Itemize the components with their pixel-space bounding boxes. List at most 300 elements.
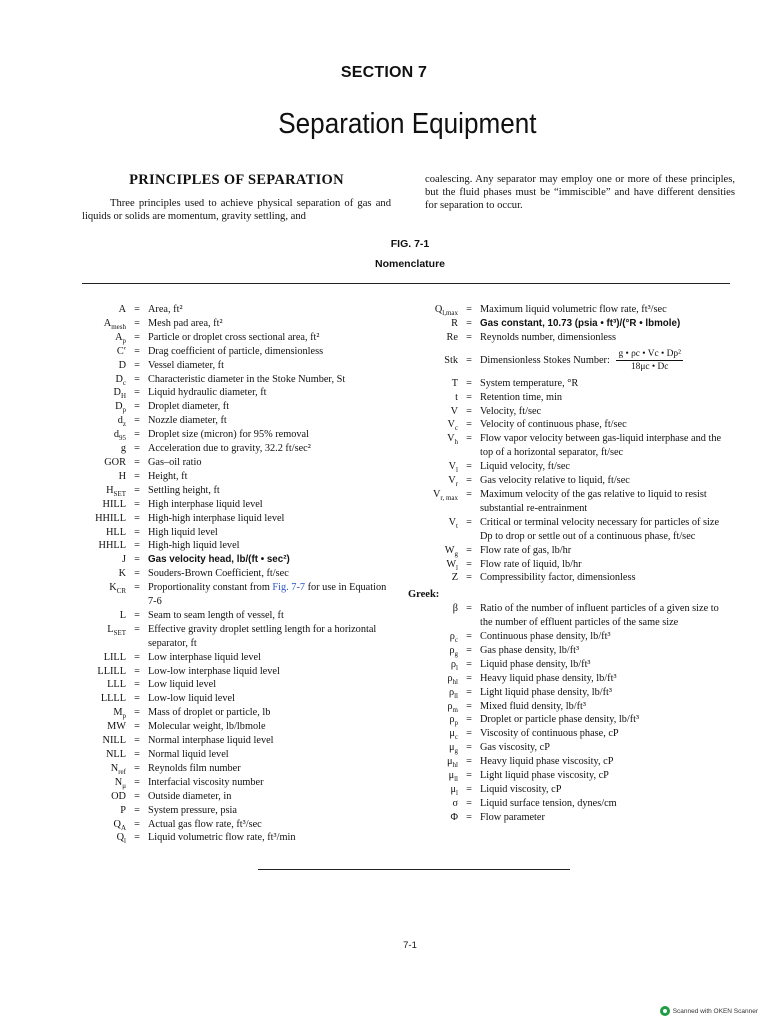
- nomenclature-symbol: [82, 720, 126, 734]
- symbol-base: W: [446, 558, 457, 570]
- equals-sign: =: [466, 714, 472, 726]
- nomenclature-row: [82, 692, 392, 706]
- nomenclature-symbol: [82, 678, 126, 692]
- equals-sign: =: [466, 544, 472, 556]
- equals-sign: =: [466, 433, 472, 445]
- nomenclature-row: [408, 811, 733, 825]
- stokes-equals: =: [466, 354, 472, 366]
- scanner-logo-icon: [660, 1006, 670, 1016]
- nomenclature-row: [408, 488, 733, 516]
- nomenclature-definition: Ratio of the number of influent particles of a given size to the number of effluent particles of the same size: [480, 603, 719, 629]
- nomenclature-symbol: [408, 571, 458, 585]
- symbol-base: NLL: [105, 749, 126, 760]
- nomenclature-row: [408, 460, 733, 474]
- equals-sign: =: [466, 784, 472, 795]
- equals-sign: =: [134, 484, 140, 496]
- nomenclature-row: [82, 665, 392, 679]
- nomenclature-symbol: [82, 692, 126, 706]
- symbol-subscript: hl: [452, 761, 458, 770]
- page-number: 7-1: [403, 940, 417, 951]
- nomenclature-row: [408, 644, 733, 658]
- nomenclature-row: [408, 558, 733, 572]
- nomenclature-row: [82, 706, 392, 720]
- nomenclature-definition: Drag coefficient of particle, dimensionless: [148, 345, 324, 357]
- nomenclature-row: [408, 544, 733, 558]
- symbol-subscript: SET: [113, 489, 126, 498]
- nomenclature-row: [82, 831, 392, 845]
- nomenclature-symbol: [408, 658, 458, 672]
- nomenclature-symbol: [82, 331, 126, 345]
- symbol-base: T: [451, 377, 458, 389]
- nomenclature-definition: Gas velocity relative to liquid, ft/sec: [480, 475, 630, 487]
- stokes-denominator: 18μc • Dc: [630, 362, 669, 373]
- nomenclature-symbol: [408, 755, 458, 769]
- equals-sign: =: [134, 554, 140, 566]
- nomenclature-symbol: [82, 484, 126, 498]
- equals-sign: =: [466, 686, 472, 698]
- nomenclature-definition: Liquid velocity, ft/sec: [480, 461, 570, 473]
- nomenclature-row: [408, 700, 733, 714]
- nomenclature-definition: Retention time, min: [480, 391, 563, 403]
- nomenclature-definition: Heavy liquid phase viscosity, cP: [480, 756, 614, 768]
- nomenclature-definition: Maximum velocity of the gas relative to liquid to resist substantial re-entrainment: [480, 488, 707, 514]
- symbol-base: A: [118, 304, 126, 315]
- nomenclature-row: [82, 428, 392, 442]
- nomenclature-row: [408, 755, 733, 769]
- symbol-base: Q: [113, 818, 121, 830]
- equals-sign: =: [134, 498, 140, 510]
- symbol-base: d: [117, 415, 123, 427]
- nomenclature-symbol: [408, 488, 458, 516]
- nomenclature-definition: [148, 581, 392, 609]
- nomenclature-symbol: [408, 418, 458, 432]
- equals-sign: =: [466, 700, 472, 712]
- nomenclature-definition: Area, ft²: [148, 304, 183, 315]
- greek-heading: Greek:: [408, 589, 440, 601]
- symbol-base: D: [113, 387, 121, 399]
- nomenclature-row: [408, 672, 733, 686]
- equals-sign: =: [466, 419, 472, 431]
- symbol-base: ρ: [447, 700, 453, 712]
- symbol-base: MW: [107, 721, 126, 733]
- equals-sign: =: [134, 693, 140, 705]
- symbol-subscript: l: [124, 837, 126, 846]
- equals-sign: =: [134, 304, 140, 315]
- nomenclature-row: [82, 609, 392, 623]
- nomenclature-row: [408, 331, 733, 345]
- stokes-definition: [480, 348, 733, 373]
- nomenclature-row: [82, 526, 392, 540]
- nomenclature-row: [82, 414, 392, 428]
- nomenclature-row: [82, 678, 392, 692]
- nomenclature-row: [408, 727, 733, 741]
- symbol-base: L: [107, 623, 114, 635]
- nomenclature-symbol: [82, 428, 126, 442]
- symbol-base: μ: [448, 742, 455, 754]
- top-rule: [82, 283, 730, 284]
- intro-left-text: Three principles used to achieve physical separation of gas and liquids or solids are momentum, gravity settling, and: [82, 198, 391, 222]
- nomenclature-row: [82, 734, 392, 748]
- equals-sign: =: [134, 665, 140, 677]
- symbol-base: ρ: [447, 672, 453, 684]
- equals-sign: =: [134, 679, 140, 691]
- symbol-subscript: g: [454, 549, 458, 558]
- stokes-formula: [616, 348, 682, 373]
- symbol-subscript: l: [456, 563, 458, 572]
- symbol-base: V: [432, 488, 441, 500]
- nomenclature-symbol: [82, 790, 126, 804]
- symbol-base: LLILL: [97, 665, 126, 677]
- nomenclature-symbol: [408, 630, 458, 644]
- nomenclature-symbol: [82, 651, 126, 665]
- nomenclature-row: [82, 818, 392, 832]
- nomenclature-symbol: [82, 553, 126, 567]
- symbol-base: t: [455, 391, 458, 403]
- symbol-subscript: t: [456, 521, 458, 530]
- symbol-base: J: [121, 554, 126, 566]
- equals-sign: =: [466, 488, 472, 500]
- principles-heading: PRINCIPLES OF SEPARATION: [129, 172, 344, 188]
- nomenclature-symbol: [82, 609, 126, 623]
- symbol-base: W: [444, 544, 455, 556]
- symbol-base: μ: [447, 756, 453, 768]
- equals-sign: =: [134, 749, 140, 760]
- nomenclature-symbol: [408, 317, 458, 331]
- symbol-subscript: c: [122, 378, 126, 387]
- figure-label: FIG. 7-1: [390, 238, 430, 250]
- equals-sign: =: [466, 391, 472, 403]
- symbol-base: Q: [116, 832, 125, 844]
- symbol-base: K: [118, 568, 126, 580]
- nomenclature-symbol: [408, 727, 458, 741]
- nomenclature-row: [408, 516, 733, 544]
- nomenclature-definition: Light liquid phase viscosity, cP: [480, 770, 609, 782]
- symbol-base: Q: [434, 304, 443, 315]
- equals-sign: =: [466, 756, 472, 768]
- symbol-subscript: g: [454, 747, 458, 756]
- symbol-subscript: h: [454, 438, 458, 447]
- nomenclature-symbol: [82, 373, 126, 387]
- stokes-number-row: [408, 345, 733, 377]
- equals-sign: =: [466, 672, 472, 684]
- symbol-subscript: H: [120, 392, 126, 401]
- symbol-subscript: r: [455, 480, 458, 489]
- equals-sign: =: [134, 429, 140, 441]
- equals-sign: =: [466, 658, 472, 670]
- nomenclature-row: [82, 456, 392, 470]
- symbol-base: g: [120, 443, 126, 455]
- equals-sign: =: [466, 644, 472, 656]
- symbol-base: OD: [111, 790, 126, 802]
- symbol-base: V: [448, 516, 457, 528]
- nomenclature-row: [408, 474, 733, 488]
- nomenclature-definition: Mixed fluid density, lb/ft³: [480, 700, 586, 712]
- symbol-base: β: [452, 603, 458, 615]
- symbol-base: N: [110, 762, 119, 774]
- equals-sign: =: [134, 735, 140, 747]
- nomenclature-symbol: [82, 804, 126, 818]
- nomenclature-row: [82, 331, 392, 345]
- nomenclature-symbol: [82, 400, 126, 414]
- figure-link[interactable]: Fig. 7-7: [272, 582, 306, 594]
- nomenclature-row: [82, 651, 392, 665]
- nomenclature-definition: Outside diameter, in: [148, 790, 232, 802]
- nomenclature-definition: Characteristic diameter in the Stoke Number, St: [148, 373, 346, 385]
- nomenclature-row: [408, 713, 733, 727]
- symbol-base: H: [118, 470, 126, 482]
- equals-sign: =: [134, 623, 140, 635]
- symbol-base: LLL: [107, 679, 126, 691]
- nomenclature-symbol: [408, 558, 458, 572]
- symbol-subscript: ref: [118, 767, 126, 776]
- symbol-base: D: [115, 373, 123, 385]
- symbol-base: D: [118, 359, 126, 371]
- nomenclature-symbol: [408, 474, 458, 488]
- nomenclature-definition: Gas viscosity, cP: [480, 742, 550, 754]
- nomenclature-symbol: [82, 818, 126, 832]
- nomenclature-row: [82, 373, 392, 387]
- nomenclature-row: [82, 386, 392, 400]
- nomenclature-row: [408, 303, 733, 317]
- equals-sign: =: [466, 770, 472, 782]
- symbol-subscript: ll: [454, 775, 458, 784]
- symbol-subscript: g: [454, 649, 458, 658]
- nomenclature-definition: Droplet size (micron) for 95% removal: [148, 429, 309, 441]
- symbol-base: V: [448, 461, 457, 473]
- symbol-subscript: l: [456, 789, 458, 798]
- equals-sign: =: [466, 631, 472, 643]
- symbol-base: V: [450, 405, 458, 417]
- equals-sign: =: [466, 728, 472, 740]
- equals-sign: =: [466, 516, 472, 528]
- nomenclature-definition: Liquid volumetric flow rate, ft³/min: [148, 832, 296, 844]
- nomenclature-row: [82, 303, 392, 317]
- nomenclature-definition: Gas phase density, lb/ft³: [480, 644, 580, 656]
- equals-sign: =: [134, 568, 140, 580]
- equals-sign: =: [466, 797, 472, 809]
- intro-paragraph-right: coalescing. Any separator may employ one or more of these principles, but the fluid phases must be “immiscible” and have different densities for separation to occur.: [425, 174, 735, 211]
- nomenclature-definition: Normal interphase liquid level: [148, 735, 274, 747]
- symbol-subscript: p: [122, 336, 126, 345]
- symbol-base: LILL: [103, 651, 126, 663]
- equals-sign: =: [134, 651, 140, 663]
- nomenclature-definition: Liquid surface tension, dynes/cm: [480, 797, 617, 809]
- symbol-base: V: [448, 475, 456, 487]
- equals-sign: =: [134, 443, 140, 455]
- equals-sign: =: [134, 456, 140, 468]
- equals-sign: =: [134, 540, 140, 552]
- nomenclature-definition: Low-low liquid level: [148, 693, 235, 705]
- nomenclature-row: [82, 804, 392, 818]
- nomenclature-definition: Compressibility factor, dimensionless: [480, 572, 636, 584]
- nomenclature-symbol: [82, 345, 126, 359]
- bottom-rule: [258, 869, 570, 870]
- nomenclature-row: [82, 553, 392, 567]
- nomenclature-definition: Vessel diameter, ft: [148, 359, 224, 371]
- nomenclature-row: [408, 797, 733, 811]
- nomenclature-symbol: [408, 391, 458, 405]
- nomenclature-definition: Mesh pad area, ft²: [148, 317, 223, 329]
- equals-sign: =: [134, 721, 140, 733]
- symbol-base: LLLL: [100, 693, 126, 705]
- nomenclature-symbol: [408, 331, 458, 345]
- nomenclature-definition: Height, ft: [148, 470, 188, 482]
- symbol-base: μ: [449, 728, 455, 740]
- nomenclature-symbol: [408, 644, 458, 658]
- nomenclature-definition: Acceleration due to gravity, 32.2 ft/sec²: [148, 443, 311, 455]
- nomenclature-definition: Critical or terminal velocity necessary for particles of size Dp to drop or settle out of a continuous phase, ft/sec: [480, 516, 720, 542]
- nomenclature-row: [408, 377, 733, 391]
- nomenclature-left-column: [82, 303, 392, 845]
- nomenclature-symbol: [408, 741, 458, 755]
- nomenclature-definition: System pressure, psia: [148, 804, 237, 816]
- nomenclature-symbol: [82, 831, 126, 845]
- equals-sign: =: [134, 762, 140, 774]
- nomenclature-definition: Gas constant, 10.73 (psia • ft³)/(°R • lbmole): [480, 317, 681, 329]
- nomenclature-right-column: [408, 303, 733, 825]
- nomenclature-definition: Low interphase liquid level: [148, 651, 261, 663]
- nomenclature-definition: Interfacial viscosity number: [148, 776, 264, 788]
- equals-sign: =: [134, 818, 140, 830]
- nomenclature-symbol: [408, 811, 458, 825]
- nomenclature-symbol: [82, 776, 126, 790]
- nomenclature-greek: [408, 602, 733, 825]
- nomenclature-symbol: [82, 539, 126, 553]
- nomenclature-symbol: [408, 797, 458, 811]
- stokes-symbol: Stk: [444, 354, 458, 366]
- nomenclature-row: [82, 484, 392, 498]
- nomenclature-row: [408, 686, 733, 700]
- equals-sign: =: [466, 475, 472, 487]
- nomenclature-symbol: [82, 359, 126, 373]
- symbol-base: P: [120, 804, 126, 816]
- nomenclature-row: [82, 442, 392, 456]
- nomenclature-definition: Reynolds film number: [148, 762, 241, 774]
- nomenclature-row: [408, 317, 733, 331]
- equals-sign: =: [134, 832, 140, 844]
- nomenclature-row: [82, 512, 392, 526]
- nomenclature-row: [408, 630, 733, 644]
- symbol-base: M: [113, 707, 123, 719]
- nomenclature-definition: Particle or droplet cross sectional area, ft²: [148, 331, 320, 343]
- nomenclature-row: [408, 432, 733, 460]
- nomenclature-symbol: [82, 581, 126, 609]
- nomenclature-definition: Settling height, ft: [148, 484, 220, 496]
- symbol-base: D: [115, 401, 123, 413]
- nomenclature-symbol: [408, 686, 458, 700]
- symbol-subscript: c: [454, 636, 458, 645]
- nomenclature-definition: High interphase liquid level: [148, 498, 263, 510]
- equals-sign: =: [466, 317, 472, 329]
- equals-sign: =: [134, 345, 140, 357]
- symbol-subscript: z: [122, 420, 126, 429]
- nomenclature-definition: Reynolds number, dimensionless: [480, 331, 617, 343]
- symbol-subscript: m: [452, 705, 458, 714]
- symbol-subscript: A: [120, 823, 126, 832]
- nomenclature-row: [82, 790, 392, 804]
- symbol-base: N: [114, 776, 123, 788]
- nomenclature-definition: Low-low interphase liquid level: [148, 665, 280, 677]
- symbol-base: HLL: [105, 526, 126, 538]
- nomenclature-definition: Flow rate of liquid, lb/hr: [480, 558, 582, 570]
- nomenclature-row: [82, 400, 392, 414]
- symbol-base: σ: [452, 797, 458, 809]
- nomenclature-symbol: [82, 386, 126, 400]
- nomenclature-row: [82, 776, 392, 790]
- equals-sign: =: [466, 304, 472, 315]
- symbol-base: ρ: [448, 686, 455, 698]
- equals-sign: =: [134, 776, 140, 788]
- nomenclature-row: [408, 783, 733, 797]
- nomenclature-definition: Liquid viscosity, cP: [480, 784, 562, 795]
- equals-sign: =: [134, 609, 140, 621]
- equals-sign: =: [134, 512, 140, 524]
- symbol-subscript: mesh: [111, 322, 126, 331]
- nomenclature-definition: Normal liquid level: [148, 749, 229, 760]
- nomenclature-definition: Light liquid phase density, lb/ft³: [480, 686, 612, 698]
- nomenclature-symbol: [82, 665, 126, 679]
- nomenclature-symbol: [408, 769, 458, 783]
- nomenclature-symbol: [82, 512, 126, 526]
- nomenclature-symbol: [82, 567, 126, 581]
- nomenclature-definition: Droplet diameter, ft: [148, 401, 230, 413]
- symbol-subscript: c: [454, 424, 458, 433]
- intro-left-column: [82, 172, 391, 223]
- nomenclature-symbol: [408, 672, 458, 686]
- nomenclature-row: [82, 720, 392, 734]
- equals-sign: =: [134, 387, 140, 399]
- nomenclature-symbol: [408, 432, 458, 460]
- nomenclature-row: [82, 359, 392, 373]
- nomenclature-definition: Seam to seam length of vessel, ft: [148, 609, 284, 621]
- equals-sign: =: [134, 582, 140, 594]
- nomenclature-right-top: [408, 303, 733, 345]
- nomenclature-row: [82, 581, 392, 609]
- nomenclature-symbol: [82, 748, 126, 762]
- nomenclature-definition: Heavy liquid phase density, lb/ft³: [480, 672, 617, 684]
- symbol-base: Φ: [450, 811, 458, 823]
- symbol-base: HHILL: [95, 512, 126, 524]
- equals-sign: =: [466, 811, 472, 823]
- symbol-base: μ: [450, 784, 457, 795]
- nomenclature-row: [408, 571, 733, 585]
- nomenclature-symbol: [82, 414, 126, 428]
- nomenclature-definition: Droplet or particle phase density, lb/ft³: [480, 714, 640, 726]
- nomenclature-symbol: [82, 706, 126, 720]
- nomenclature-symbol: [82, 734, 126, 748]
- nomenclature-row: [82, 623, 392, 651]
- nomenclature-definition: Low liquid level: [148, 679, 217, 691]
- symbol-base: H: [106, 484, 114, 496]
- nomenclature-row: [82, 567, 392, 581]
- symbol-subscript: hl: [452, 677, 458, 686]
- symbol-subscript: r, max: [440, 494, 458, 503]
- nomenclature-symbol: [408, 713, 458, 727]
- symbol-subscript: p: [122, 406, 126, 415]
- equals-sign: =: [466, 331, 472, 343]
- symbol-base: ρ: [449, 631, 455, 643]
- symbol-subscript: SET: [113, 628, 126, 637]
- symbol-subscript: l,max: [442, 309, 458, 318]
- definition-suffix: for use in Equation 7-6: [148, 582, 387, 608]
- equals-sign: =: [466, 558, 472, 570]
- nomenclature-symbol: [408, 377, 458, 391]
- symbol-subscript: c: [454, 733, 458, 742]
- equals-sign: =: [134, 331, 140, 343]
- intro-paragraph-left: [82, 197, 391, 223]
- nomenclature-symbol: [82, 470, 126, 484]
- symbol-subscript: 95: [119, 434, 126, 443]
